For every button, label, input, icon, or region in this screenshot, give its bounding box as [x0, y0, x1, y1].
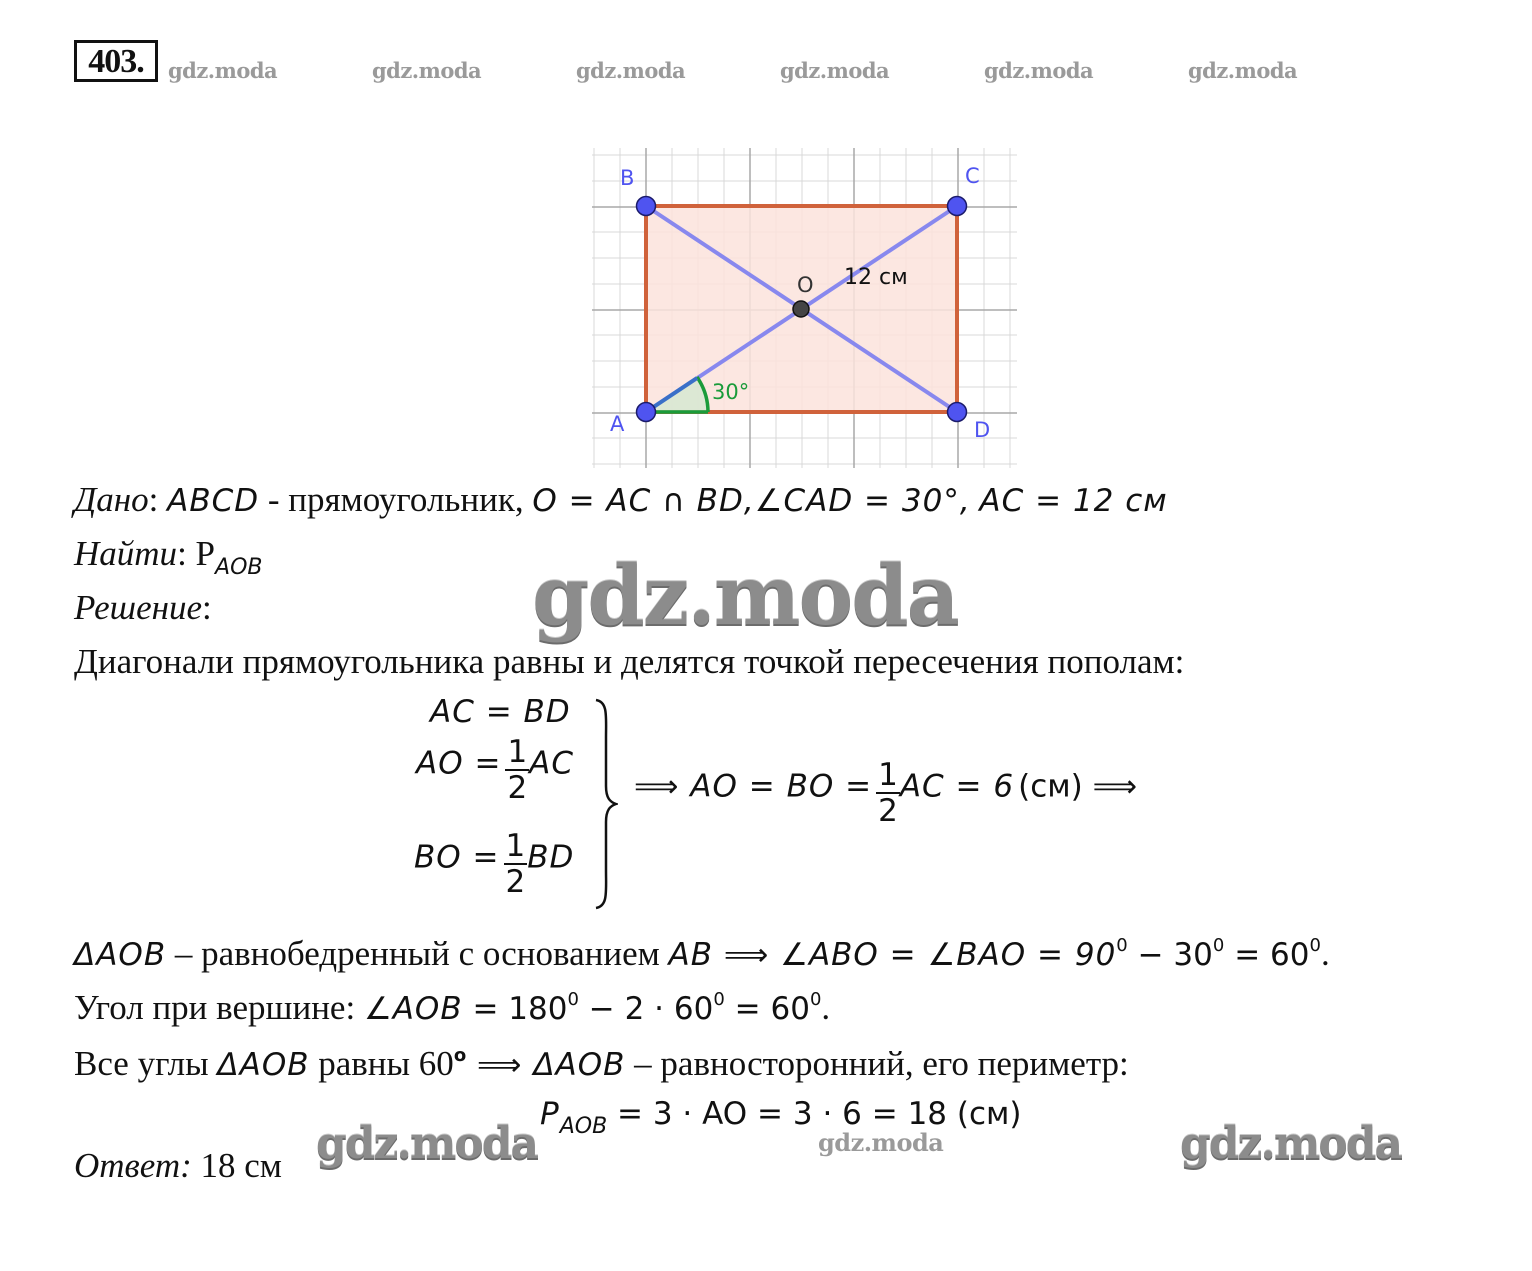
watermark-bottom-right: gdz.moda [1180, 1118, 1402, 1169]
find-subscript: AOB [215, 555, 263, 580]
given-text: - прямоугольник, [259, 480, 533, 519]
given-figure: ABCD [167, 483, 260, 519]
answer-line [74, 1144, 282, 1188]
perimeter-unit: (см) [947, 1096, 1022, 1132]
point-c [948, 197, 967, 216]
isosceles-triangle: ΔAOB [74, 937, 167, 973]
system-row2-right: AC [529, 745, 575, 782]
system-row3-right: BD [527, 839, 575, 876]
point-d [948, 403, 967, 422]
label-o: O [797, 273, 814, 297]
watermark-top-1: gdz.moda [168, 58, 278, 83]
watermark-top-6: gdz.moda [1188, 58, 1298, 83]
label-c: C [965, 164, 980, 188]
apex-expr2: = 180 [462, 991, 568, 1027]
point-a [637, 403, 656, 422]
answer-value: 18 см [191, 1146, 282, 1185]
apex-line: Угол при вершине: ∠AOB = $180^0 - 2 \cdot 60^0 = 60^0$. [74, 988, 831, 1027]
find-label: Найти [74, 534, 178, 573]
length-label: 12 см [844, 265, 908, 290]
watermark-bottom-left: gdz.moda [316, 1118, 538, 1169]
point-o [793, 301, 809, 317]
isosceles-expr: AB ⟹ ∠ABO = ∠BAO = 90 [668, 937, 1117, 973]
watermark-bottom-center: gdz.moda [818, 1128, 944, 1157]
system-row2-left: AO = [416, 745, 502, 782]
rectangle-figure [592, 148, 1017, 468]
system-result-right: AC = 6 [899, 768, 1015, 805]
given-cond2: ∠CAD = 30°, [754, 483, 971, 519]
label-d: D [974, 418, 991, 442]
apex-expr4: = 60 [724, 991, 810, 1027]
frac-num: 1 [505, 828, 526, 864]
label-b: B [620, 166, 635, 190]
given-label: Дано [74, 480, 149, 519]
solution-line: Решение: [74, 588, 212, 627]
isosceles-text: – равнобедренный с основанием [166, 934, 669, 973]
apex-expr3: − 2 · 60 [578, 991, 714, 1027]
watermark-center: gdz.moda [532, 548, 958, 644]
perimeter-formula [540, 1092, 1022, 1149]
system-row3-left: BO = [414, 839, 500, 876]
system-row3 [414, 829, 574, 899]
isosceles-minus: − 30 [1127, 937, 1213, 973]
diagonals-text: Диагонали прямоугольника равны и делятся точкой пересечения пополам: [74, 642, 1185, 681]
find-line: Найти: $P_{AOB}$ [74, 534, 263, 580]
system-row1: AC = BD [430, 694, 571, 730]
all-angles-line: Все углы ΔAOB равны 60$^o$ ⟹ ΔAOB – равносторонний, его периметр: [74, 1044, 1129, 1083]
given-cond1: O = AC ∩ BD, [532, 483, 755, 519]
frac-num: 1 [878, 757, 898, 793]
all-angles-arrow: ⟹ ΔAOB [466, 1047, 626, 1083]
watermark-top-5: gdz.moda [984, 58, 1094, 83]
all-angles-text1: Все углы [74, 1044, 218, 1083]
label-a: A [610, 412, 625, 436]
system-result-left: ⟹ AO = BO = [634, 768, 873, 805]
perimeter-expr: = 3 · AO = 3 · 6 = 18 [607, 1096, 948, 1132]
apex-text: Угол при вершине: [74, 988, 364, 1027]
isosceles-equals: = 60 [1224, 937, 1310, 973]
watermark-top-2: gdz.moda [372, 58, 482, 83]
frac-den: 2 [878, 793, 898, 829]
system-brace [594, 698, 618, 910]
perimeter-p: P [540, 1096, 560, 1132]
system-result-unit: (см) ⟹ [1018, 768, 1138, 805]
given-line: Дано: ABCD - прямоугольник, O = AC ∩ BD,∠CAD = 30°, AC = 12 см [74, 480, 1168, 519]
apex-expr1: ∠AOB [363, 991, 463, 1027]
all-angles-text3: – равносторонний, его периметр: [625, 1044, 1129, 1083]
system-result [634, 758, 1137, 828]
isosceles-line: ΔAOB – равнобедренный с основанием AB ⟹ ∠ABO = ∠BAO = $90^0 - 30^0 = 60^0$. [74, 934, 1330, 973]
watermark-top-3: gdz.moda [576, 58, 686, 83]
all-angles-tri1: ΔAOB [217, 1047, 310, 1083]
frac-den: 2 [505, 864, 526, 900]
angle-label: 30° [712, 380, 750, 404]
find-symbol: P [195, 534, 216, 573]
frac-num: 1 [507, 734, 528, 770]
all-angles-text2: равны 60 [309, 1044, 454, 1083]
solution-label: Решение [74, 588, 203, 627]
system-row2 [416, 735, 574, 805]
problem-number: 403. [74, 40, 158, 82]
watermark-top-4: gdz.moda [780, 58, 890, 83]
given-cond3: AC = 12 см [979, 483, 1168, 519]
perimeter-sub: AOB [559, 1114, 608, 1139]
answer-label: Ответ: [74, 1146, 192, 1185]
point-b [637, 197, 656, 216]
frac-den: 2 [507, 770, 528, 806]
